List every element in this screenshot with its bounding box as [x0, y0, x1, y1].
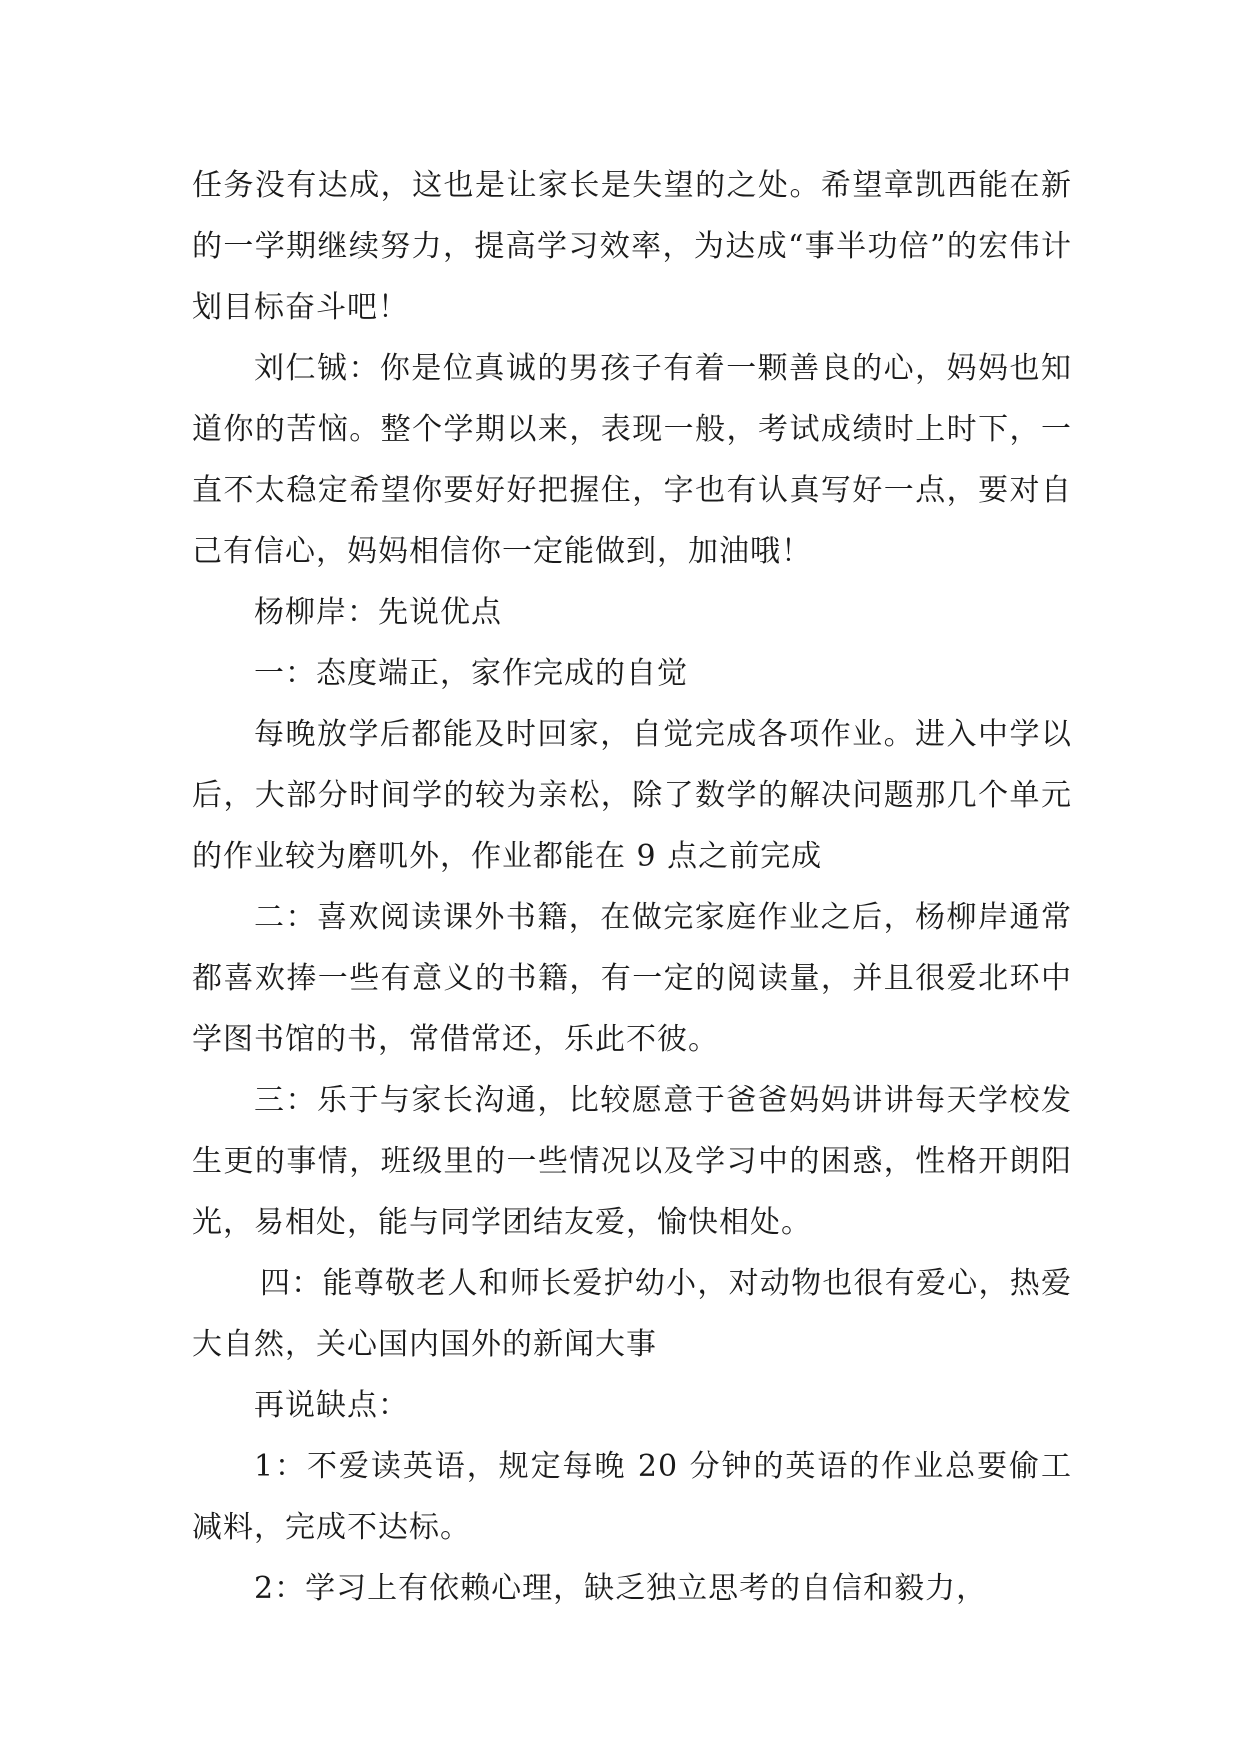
- paragraph-8: 四：能尊敬老人和师长爱护幼小，对动物也很有爱心，热爱大自然，关心国内国外的新闻大事: [192, 1266, 1072, 1362]
- paragraph-10: 1：不爱读英语，规定每晚 20 分钟的英语的作业总要偷工减料，完成不达标。: [192, 1449, 1072, 1545]
- paragraph-6: 二：喜欢阅读课外书籍，在做完家庭作业之后，杨柳岸通常都喜欢捧一些有意义的书籍，有一定的阅读量，并且很爱北环中学图书馆的书，常借常还，乐此不彼。: [192, 900, 1072, 1057]
- paragraph-2: 刘仁铖：你是位真诚的男孩子有着一颗善良的心，妈妈也知道你的苦恼。整个学期以来，表现一般，考试成绩时上时下，一直不太稳定希望你要好好把握住，字也有认真写好一点，要对自己有信心，妈妈相信你一定能做到，加油哦！: [192, 351, 1072, 569]
- paragraph-1: 任务没有达成，这也是让家长是失望的之处。希望章凯西能在新的一学期继续努力，提高学习效率，为达成“事半功倍”的宏伟计划目标奋斗吧！: [192, 168, 1072, 325]
- paragraph-4: 一：态度端正，家作完成的自觉: [254, 656, 688, 691]
- paragraph-5: 每晚放学后都能及时回家，自觉完成各项作业。进入中学以后，大部分时间学的较为亲松，除了数学的解决问题那几个单元的作业较为磨叽外，作业都能在 9 点之前完成: [192, 717, 1072, 874]
- paragraph-7: 三：乐于与家长沟通，比较愿意于爸爸妈妈讲讲每天学校发生更的事情，班级里的一些情况以及学习中的困惑，性格开朗阳光，易相处，能与同学团结友爱，愉快相处。: [192, 1083, 1072, 1240]
- document-body: [192, 155, 1072, 1619]
- paragraph-3: 杨柳岸：先说优点: [254, 595, 502, 630]
- paragraph-9: 再说缺点：: [254, 1388, 409, 1423]
- paragraph-11: 2：学习上有依赖心理，缺乏独立思考的自信和毅力，: [254, 1571, 988, 1606]
